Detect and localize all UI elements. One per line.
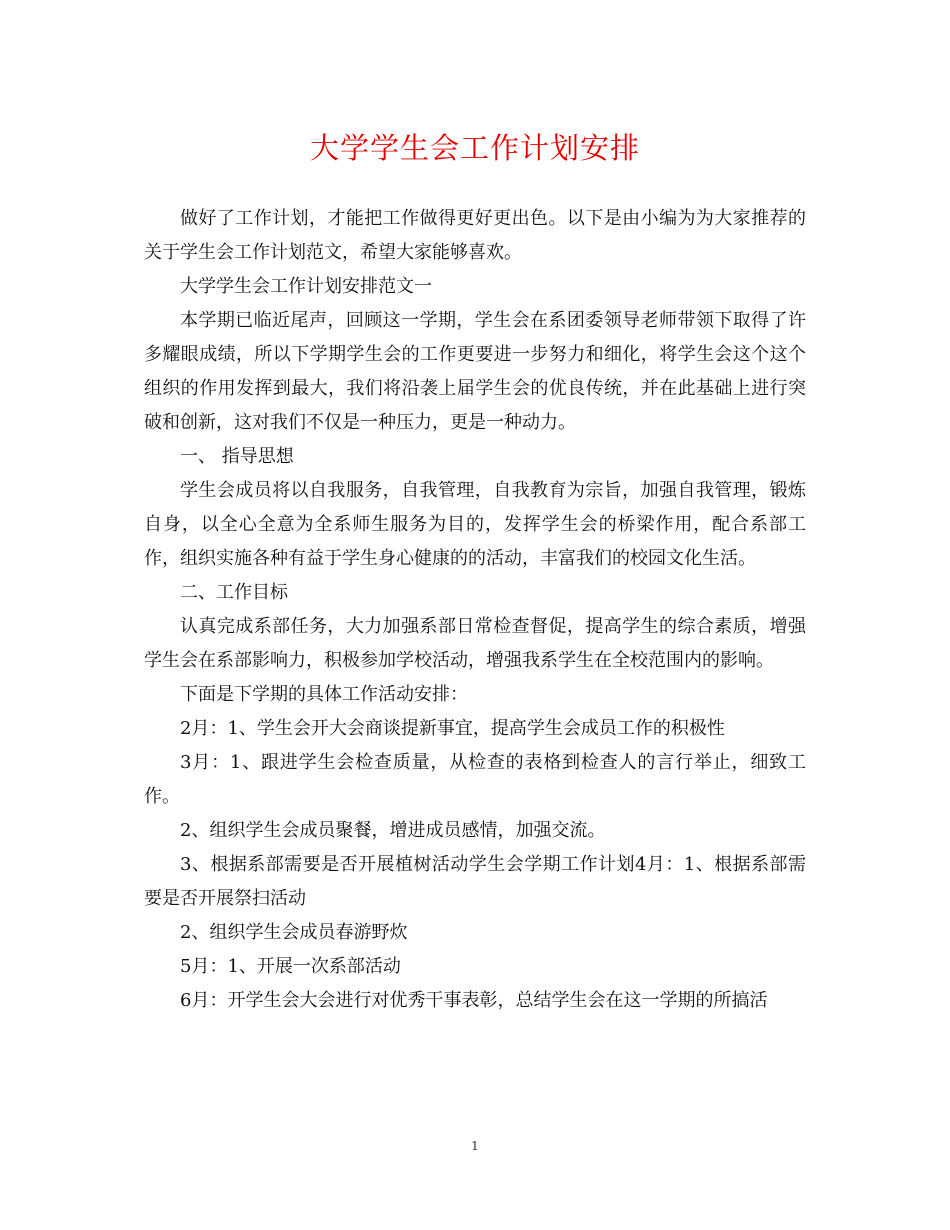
schedule-item-april-2: 2、组织学生会成员春游野炊 xyxy=(180,922,408,943)
paragraph-schedule-intro: 下面是下学期的具体工作活动安排： xyxy=(180,684,468,705)
section-heading-guiding-ideology: 一、 指导思想 xyxy=(180,446,294,467)
paragraph-sample-heading: 大学学生会工作计划安排范文一 xyxy=(180,276,432,297)
section-heading-work-goals: 二、工作目标 xyxy=(180,582,288,603)
paragraph-guiding-ideology: 学生会成员将以自我服务，自我管理，自我教育为宗旨，加强自我管理，锻炼自身，以全心全意为全系师生服务为目的，发挥学生会的桥梁作用，配合系部工作，组织实施各种有益于学生身心健康的的活动，丰富我们的校园文化生活。 xyxy=(144,480,806,569)
paragraph-background: 本学期已临近尾声，回顾这一学期，学生会在系团委领导老师带领下取得了许多耀眼成绩，所以下学期学生会的工作更要进一步努力和细化，将学生会这个这个组织的作用发挥到最大，我们将沿袭上届学生会的优良传统，并在此基础上进行突破和创新，这对我们不仅是一种压力，更是一种动力。 xyxy=(144,310,806,433)
document-body xyxy=(144,202,806,1018)
schedule-item-february: 2月：1、学生会开大会商谈提新事宜，提高学生会成员工作的积极性 xyxy=(180,718,725,739)
paragraph-intro: 做好了工作计划，才能把工作做得更好更出色。以下是由小编为为大家推荐的关于学生会工作计划范文，希望大家能够喜欢。 xyxy=(144,208,806,263)
schedule-item-march-2: 2、组织学生会成员聚餐，增进成员感情，加强交流。 xyxy=(180,820,606,841)
document-title: 大学学生会工作计划安排 xyxy=(309,131,640,165)
page-number: 1 xyxy=(471,1139,479,1153)
paragraph-work-goals: 认真完成系部任务，大力加强系部日常检查督促，提高学生的综合素质，增强学生会在系部影响力，积极参加学校活动，增强我系学生在全校范围内的影响。 xyxy=(144,616,806,671)
schedule-item-may: 5月：1、开展一次系部活动 xyxy=(180,956,401,977)
schedule-item-june: 6月：开学生会大会进行对优秀干事表彰，总结学生会在这一学期的所搞活 xyxy=(180,990,768,1011)
schedule-item-march-1: 3月：1、跟进学生会检查质量，从检查的表格到检查人的言行举止，细致工作。 xyxy=(144,752,806,807)
schedule-item-march-3: 3、根据系部需要是否开展植树活动学生会学期工作计划4月：1、根据系部需要是否开展祭扫活动 xyxy=(144,854,806,909)
